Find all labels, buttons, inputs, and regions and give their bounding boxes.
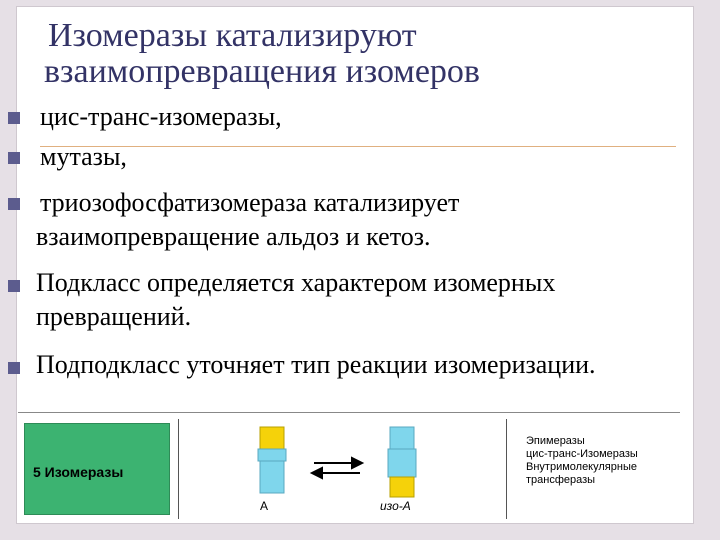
subclass-item: цис-транс-Изомеразы bbox=[526, 448, 638, 460]
title-line-1: Изомеразы катализируют bbox=[48, 17, 417, 54]
subclass-item: трансферазы bbox=[526, 474, 596, 486]
subclass-item: Эпимеразы bbox=[526, 435, 585, 447]
bullet-text: Подподкласс уточняет тип реакции изомеризации. bbox=[36, 350, 596, 379]
bullet-marker-icon bbox=[8, 198, 20, 210]
bullet-marker-icon bbox=[8, 280, 20, 292]
bullet-text: цис-транс-изомеразы, bbox=[40, 102, 282, 131]
bullet-item bbox=[0, 268, 720, 331]
molecule-a-icon bbox=[258, 427, 286, 493]
bullet-item bbox=[0, 188, 720, 251]
figure-divider bbox=[506, 419, 507, 519]
bullet-text: Подкласс определяется характером изомерных bbox=[36, 268, 556, 297]
bullet-text-continued: превращений. bbox=[36, 302, 192, 331]
reversible-arrow-icon bbox=[312, 458, 362, 478]
isomer-conversion-diagram bbox=[182, 413, 502, 521]
slide-title bbox=[44, 17, 608, 90]
bullet-text-continued: взаимопревращение альдоз и кетоз. bbox=[36, 222, 431, 251]
bullet-text: мутазы, bbox=[40, 142, 127, 171]
enzyme-class-label: 5 Изомеразы bbox=[33, 464, 124, 480]
bullet-item bbox=[0, 102, 720, 132]
bullet-marker-icon bbox=[8, 112, 20, 124]
isomerase-subclasses bbox=[526, 435, 638, 487]
isomerase-figure bbox=[18, 412, 680, 523]
figure-divider bbox=[178, 419, 179, 519]
bullet-marker-icon bbox=[8, 152, 20, 164]
enzyme-class-box bbox=[24, 423, 170, 515]
bullet-item bbox=[0, 142, 720, 172]
bullet-item bbox=[0, 350, 720, 380]
bullet-text: триозофосфатизомераза катализирует bbox=[40, 188, 460, 217]
subclass-item: Внутримолекулярные bbox=[526, 461, 637, 473]
title-line-2: взаимопревращения изомеров bbox=[44, 53, 480, 90]
molecule-iso-a-label: изо-А bbox=[380, 499, 411, 513]
bullet-marker-icon bbox=[8, 362, 20, 374]
molecule-a-label: A bbox=[260, 499, 269, 513]
molecule-iso-a-icon bbox=[388, 427, 416, 497]
